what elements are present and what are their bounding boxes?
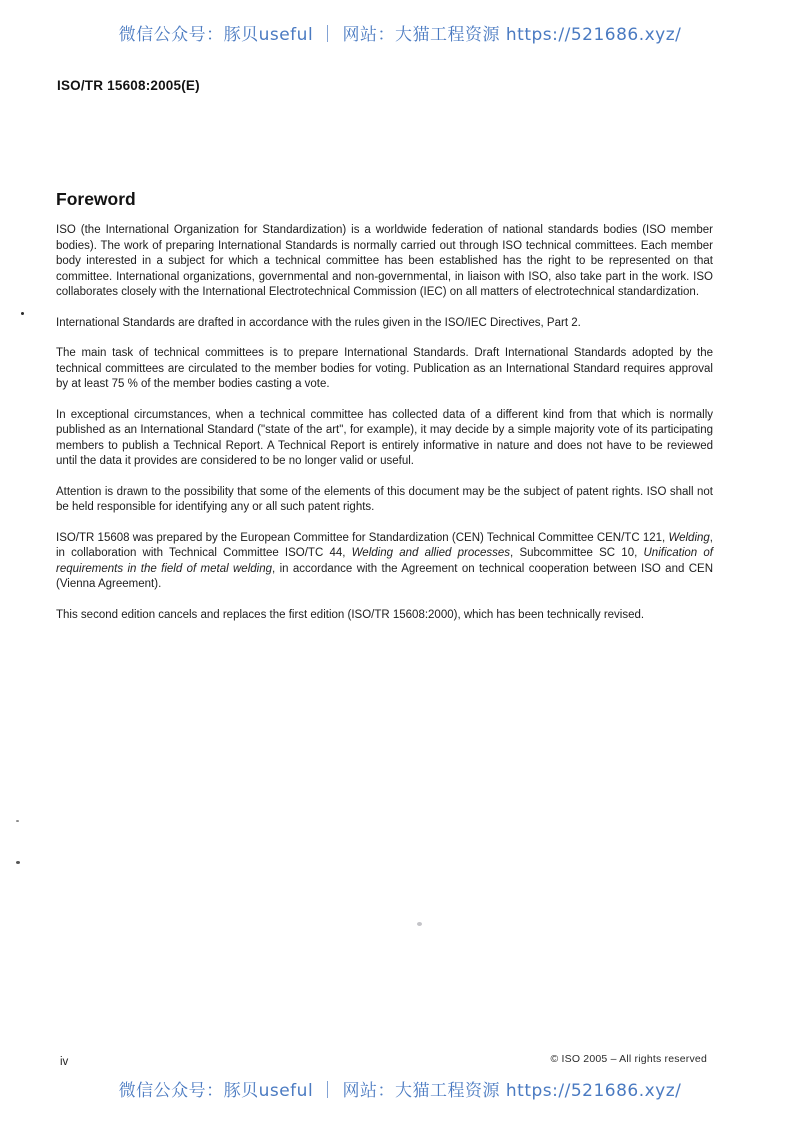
document-reference: ISO/TR 15608:2005(E) [57,78,200,93]
paragraph-segment: , in collaboration with Technical Committee ISO/TC 44, [56,531,713,559]
paragraph-segment: ISO/TR 15608 was prepared by the European Committee for Standardization (CEN) Technical Committee CEN/TC 121, [56,531,669,544]
paragraph-segment-italic: Welding [668,531,710,544]
scan-speck [417,922,422,926]
foreword-paragraph-6 [56,531,713,593]
paragraph-segment-italic: Unification of requirements in the field of metal welding [56,547,713,575]
paragraph-segment: , in accordance with the Agreement on technical cooperation between ISO and CEN (Vienna Agreement). [56,562,713,590]
scan-speck [16,861,20,864]
page-number: iv [60,1056,69,1068]
foreword-paragraph-2: International Standards are drafted in accordance with the rules given in the ISO/IEC Directives, Part 2. [56,316,581,329]
foreword-paragraph-4: In exceptional circumstances, when a technical committee has collected data of a different kind from that which is normally published as an International Standard ("state of the art", for example), it may decide by a simple majority vote of its participating members to publish a Technical Report. A Technical Report is entirely informative in nature and does not have to be reviewed until the data it provides are considered to be no longer valid or useful. [56,408,713,467]
scan-speck [16,820,19,822]
foreword-paragraph-7: This second edition cancels and replaces the first edition (ISO/TR 15608:2000), which has been technically revised. [56,608,645,621]
foreword-body [56,223,713,638]
paragraph-segment: , Subcommittee SC 10, [510,547,644,559]
scan-speck [21,312,24,315]
page-title: Foreword [56,189,136,209]
copyright-notice: © ISO 2005 – All rights reserved [550,1053,707,1065]
watermark-bottom: 微信公众号：豚贝useful ｜ 网站：大猫工程资源 https://521686.xyz/ [118,1081,682,1101]
watermark-top: 微信公众号：豚贝useful ｜ 网站：大猫工程资源 https://521686.xyz/ [118,25,682,45]
foreword-paragraph-5: Attention is drawn to the possibility that some of the elements of this document may be the subject of patent rights. ISO shall not be held responsible for identifying any or all such patent rights. [56,485,713,513]
foreword-paragraph-3: The main task of technical committees is to prepare International Standards. Draft International Standards adopted by the technical committees are circulated to the member bodies for voting. Publication as an International Standard requires approval by at least 75 % of the member bodies casting a vote. [56,347,713,390]
foreword-paragraph-1: ISO (the International Organization for Standardization) is a worldwide federation of national standards bodies (ISO member bodies). The work of preparing International Standards is normally carried out through ISO technical committees. Each member body interested in a subject for which a technical committee has been established has the right to be represented on that committee. International organizations, governmental and non-governmental, in liaison with ISO, also take part in the work. ISO collaborates closely with the International Electrotechnical Commission (IEC) on all matters of electrotechnical standardization. [56,224,713,298]
paragraph-segment-italic: Welding and allied processes [351,547,511,559]
